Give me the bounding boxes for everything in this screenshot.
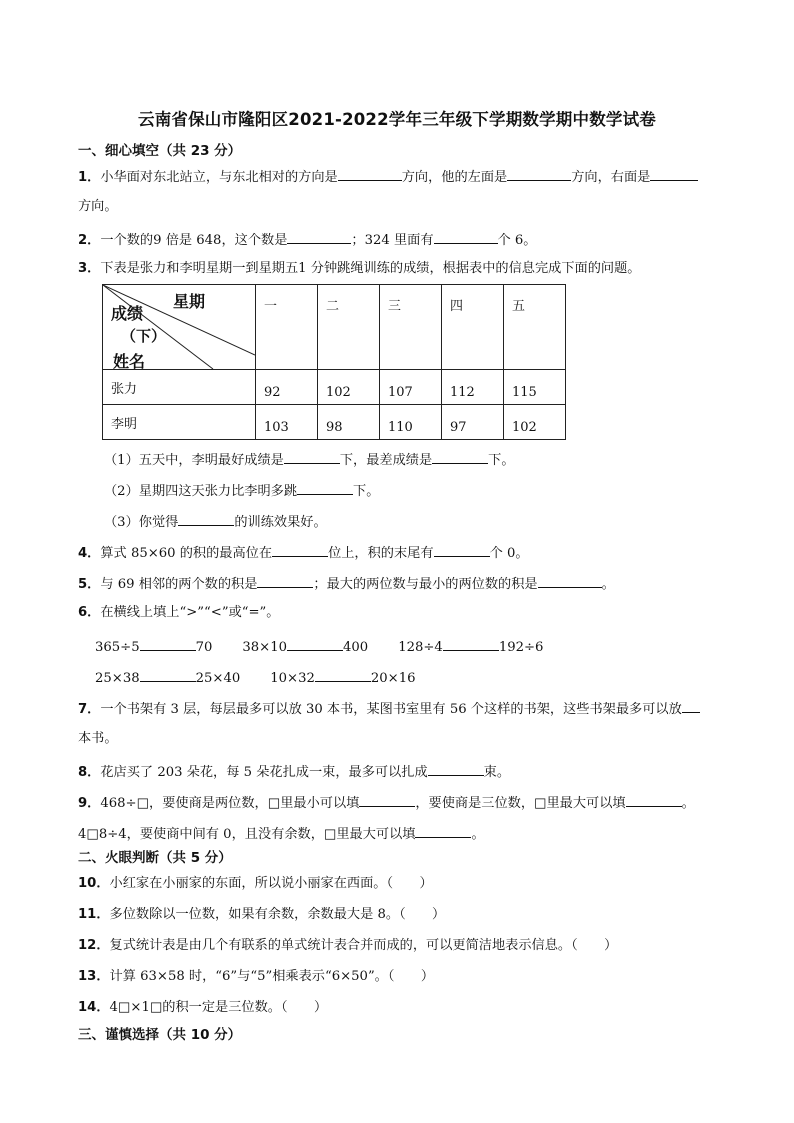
question-1-continued: 方向。 bbox=[78, 199, 118, 214]
question-9-part-2 bbox=[78, 824, 485, 843]
question-text: 下表是张力和李明星期一到星期五1 分钟跳绳训练的成绩，根据表中的信息完成下面的问题。 bbox=[100, 261, 641, 276]
question-text: （1）五天中，李明最好成绩是 bbox=[104, 453, 284, 468]
table-row bbox=[103, 370, 566, 405]
answer-blank[interactable] bbox=[428, 762, 484, 776]
score-cell: 110 bbox=[380, 405, 442, 440]
question-text: （3）你觉得 bbox=[104, 515, 179, 530]
answer-blank[interactable] bbox=[315, 668, 371, 682]
question-text: 一个数的9 倍是 648，这个数是 bbox=[100, 233, 288, 248]
comparison-row-2 bbox=[95, 668, 416, 687]
score-cell: 98 bbox=[318, 405, 380, 440]
score-cell: 103 bbox=[256, 405, 318, 440]
question-text: 位上，积的末尾有 bbox=[328, 546, 434, 561]
day-header: 二 bbox=[318, 285, 380, 370]
question-number: 2． bbox=[78, 233, 101, 248]
day-header: 四 bbox=[442, 285, 504, 370]
question-number: 13． bbox=[78, 969, 110, 984]
student-name: 李明 bbox=[103, 405, 256, 440]
question-text: 小华面对东北站立，与东北相对的方向是 bbox=[100, 170, 338, 185]
answer-blank[interactable] bbox=[538, 574, 602, 588]
answer-blank[interactable] bbox=[432, 450, 488, 464]
question-number: 3． bbox=[78, 261, 101, 276]
question-text: 复式统计表是由几个有联系的单式统计表合并而成的，可以更简洁地表示信息。（ ） bbox=[109, 938, 618, 953]
question-8 bbox=[78, 762, 510, 781]
expression: 365÷5 bbox=[95, 640, 140, 655]
expression: 192÷6 bbox=[498, 640, 544, 655]
answer-blank[interactable] bbox=[287, 637, 343, 651]
header-score-label: 成绩 bbox=[111, 304, 144, 323]
score-cell: 102 bbox=[318, 370, 380, 405]
question-number: 9． bbox=[78, 796, 101, 811]
header-name-label: 姓名 bbox=[113, 352, 146, 371]
question-1 bbox=[78, 167, 698, 186]
day-header: 三 bbox=[380, 285, 442, 370]
question-text: 一个书架有 3 层，每层最多可以放 30 本书，某图书室里有 56 个这样的书架，这些书架最多可以放 bbox=[100, 702, 682, 717]
question-text: （2）星期四这天张力比李明多跳 bbox=[104, 484, 298, 499]
answer-blank[interactable] bbox=[140, 637, 196, 651]
day-header: 一 bbox=[256, 285, 318, 370]
question-text: 在横线上填上“>”“<”或“=”。 bbox=[100, 605, 280, 620]
table-header-row bbox=[103, 285, 566, 370]
question-text: ；最大的两位数与最小的两位数的积是 bbox=[313, 577, 538, 592]
answer-blank[interactable] bbox=[257, 574, 313, 588]
answer-blank[interactable] bbox=[682, 699, 700, 713]
question-text: 下。 bbox=[488, 453, 515, 468]
score-table bbox=[102, 284, 566, 440]
question-number: 5． bbox=[78, 577, 101, 592]
question-number: 11． bbox=[78, 907, 110, 922]
question-number: 1． bbox=[78, 170, 101, 185]
section-heading-1: 一、细心填空（共 23 分） bbox=[78, 143, 242, 159]
day-header: 五 bbox=[504, 285, 566, 370]
diagonal-header-cell bbox=[103, 285, 256, 370]
question-3-part-2 bbox=[104, 481, 379, 500]
score-cell: 112 bbox=[442, 370, 504, 405]
answer-blank[interactable] bbox=[272, 543, 328, 557]
question-10 bbox=[78, 876, 433, 892]
score-cell: 97 bbox=[442, 405, 504, 440]
question-3-part-1 bbox=[104, 450, 515, 469]
question-number: 12． bbox=[78, 938, 110, 953]
question-text: 4□8÷4，要使商中间有 0，且没有余数，□里最大可以填 bbox=[78, 827, 416, 842]
question-text: 。 bbox=[681, 796, 695, 811]
answer-blank[interactable] bbox=[650, 167, 698, 181]
question-3 bbox=[78, 261, 640, 277]
question-text: 算式 85×60 的积的最高位在 bbox=[100, 546, 273, 561]
comparison-row-1 bbox=[95, 637, 543, 656]
expression: 20×16 bbox=[370, 671, 416, 686]
question-12 bbox=[78, 938, 617, 954]
question-11 bbox=[78, 907, 445, 923]
question-text: ；324 里面有 bbox=[351, 233, 434, 248]
question-text: 方向，右面是 bbox=[571, 170, 651, 185]
answer-blank[interactable] bbox=[359, 793, 415, 807]
question-text: 方向，他的左面是 bbox=[401, 170, 508, 185]
question-text: 计算 63×58 时，“6”与“5”相乘表示“6×50”。（ ） bbox=[109, 969, 435, 984]
expression: 400 bbox=[343, 640, 369, 655]
question-6 bbox=[78, 605, 279, 621]
page-title: 云南省保山市隆阳区2021-2022学年三年级下学期数学期中数学试卷 bbox=[138, 110, 656, 129]
answer-blank[interactable] bbox=[443, 637, 499, 651]
question-4 bbox=[78, 543, 529, 562]
question-number: 10． bbox=[78, 876, 110, 891]
answer-blank[interactable] bbox=[284, 450, 340, 464]
answer-blank[interactable] bbox=[338, 167, 402, 181]
question-14 bbox=[78, 1000, 327, 1016]
question-5 bbox=[78, 574, 615, 593]
expression: 70 bbox=[195, 640, 213, 655]
question-text: 个 6。 bbox=[497, 233, 537, 248]
question-number: 4． bbox=[78, 546, 101, 561]
question-3-part-3 bbox=[104, 512, 327, 531]
answer-blank[interactable] bbox=[415, 824, 471, 838]
question-13 bbox=[78, 969, 434, 985]
answer-blank[interactable] bbox=[297, 481, 353, 495]
answer-blank[interactable] bbox=[434, 230, 498, 244]
question-7-continued: 本书。 bbox=[78, 731, 118, 746]
answer-blank[interactable] bbox=[507, 167, 571, 181]
question-text: 的训练效果好。 bbox=[234, 515, 327, 530]
expression: 25×38 bbox=[95, 671, 140, 686]
question-text: 468÷□，要使商是两位数，□里最小可以填 bbox=[100, 796, 360, 811]
question-text: 。 bbox=[601, 577, 615, 592]
question-text: 与 69 相邻的两个数的积是 bbox=[100, 577, 258, 592]
answer-blank[interactable] bbox=[434, 543, 490, 557]
expression: 38×10 bbox=[242, 640, 288, 655]
answer-blank[interactable] bbox=[287, 230, 351, 244]
question-text: 下，最差成绩是 bbox=[339, 453, 433, 468]
student-name: 张力 bbox=[103, 370, 256, 405]
score-cell: 92 bbox=[256, 370, 318, 405]
question-text: 束。 bbox=[483, 765, 511, 780]
question-text: 4□×1□的积一定是三位数。（ ） bbox=[109, 1000, 328, 1015]
question-text: 小红家在小丽家的东面，所以说小丽家在西面。（ ） bbox=[109, 876, 433, 891]
question-number: 6． bbox=[78, 605, 101, 620]
score-cell: 102 bbox=[504, 405, 566, 440]
question-text: 下。 bbox=[353, 484, 380, 499]
header-weekday-label: 星期 bbox=[173, 292, 206, 311]
question-text: 花店买了 203 朵花，每 5 朵花扎成一束，最多可以扎成 bbox=[100, 765, 428, 780]
question-9 bbox=[78, 793, 695, 812]
expression: 25×40 bbox=[195, 671, 241, 686]
answer-blank[interactable] bbox=[626, 793, 682, 807]
question-text: ，要使商是三位数，□里最大可以填 bbox=[415, 796, 626, 811]
section-heading-2: 二、火眼判断（共 5 分） bbox=[78, 850, 232, 866]
question-2 bbox=[78, 230, 536, 249]
score-cell: 115 bbox=[504, 370, 566, 405]
question-number: 8． bbox=[78, 765, 101, 780]
question-text: 多位数除以一位数，如果有余数，余数最大是 8。（ ） bbox=[109, 907, 446, 922]
score-cell: 107 bbox=[380, 370, 442, 405]
question-7 bbox=[78, 699, 700, 718]
section-heading-3: 三、谨慎选择（共 10 分） bbox=[78, 1027, 242, 1043]
expression: 128÷4 bbox=[398, 640, 443, 655]
question-number: 7． bbox=[78, 702, 101, 717]
question-text: 。 bbox=[471, 827, 485, 842]
question-text: 个 0。 bbox=[489, 546, 529, 561]
table-row bbox=[103, 405, 566, 440]
question-number: 14． bbox=[78, 1000, 110, 1015]
expression: 10×32 bbox=[270, 671, 315, 686]
answer-blank[interactable] bbox=[178, 512, 234, 526]
answer-blank[interactable] bbox=[140, 668, 196, 682]
header-unit-label: （下） bbox=[121, 327, 167, 345]
